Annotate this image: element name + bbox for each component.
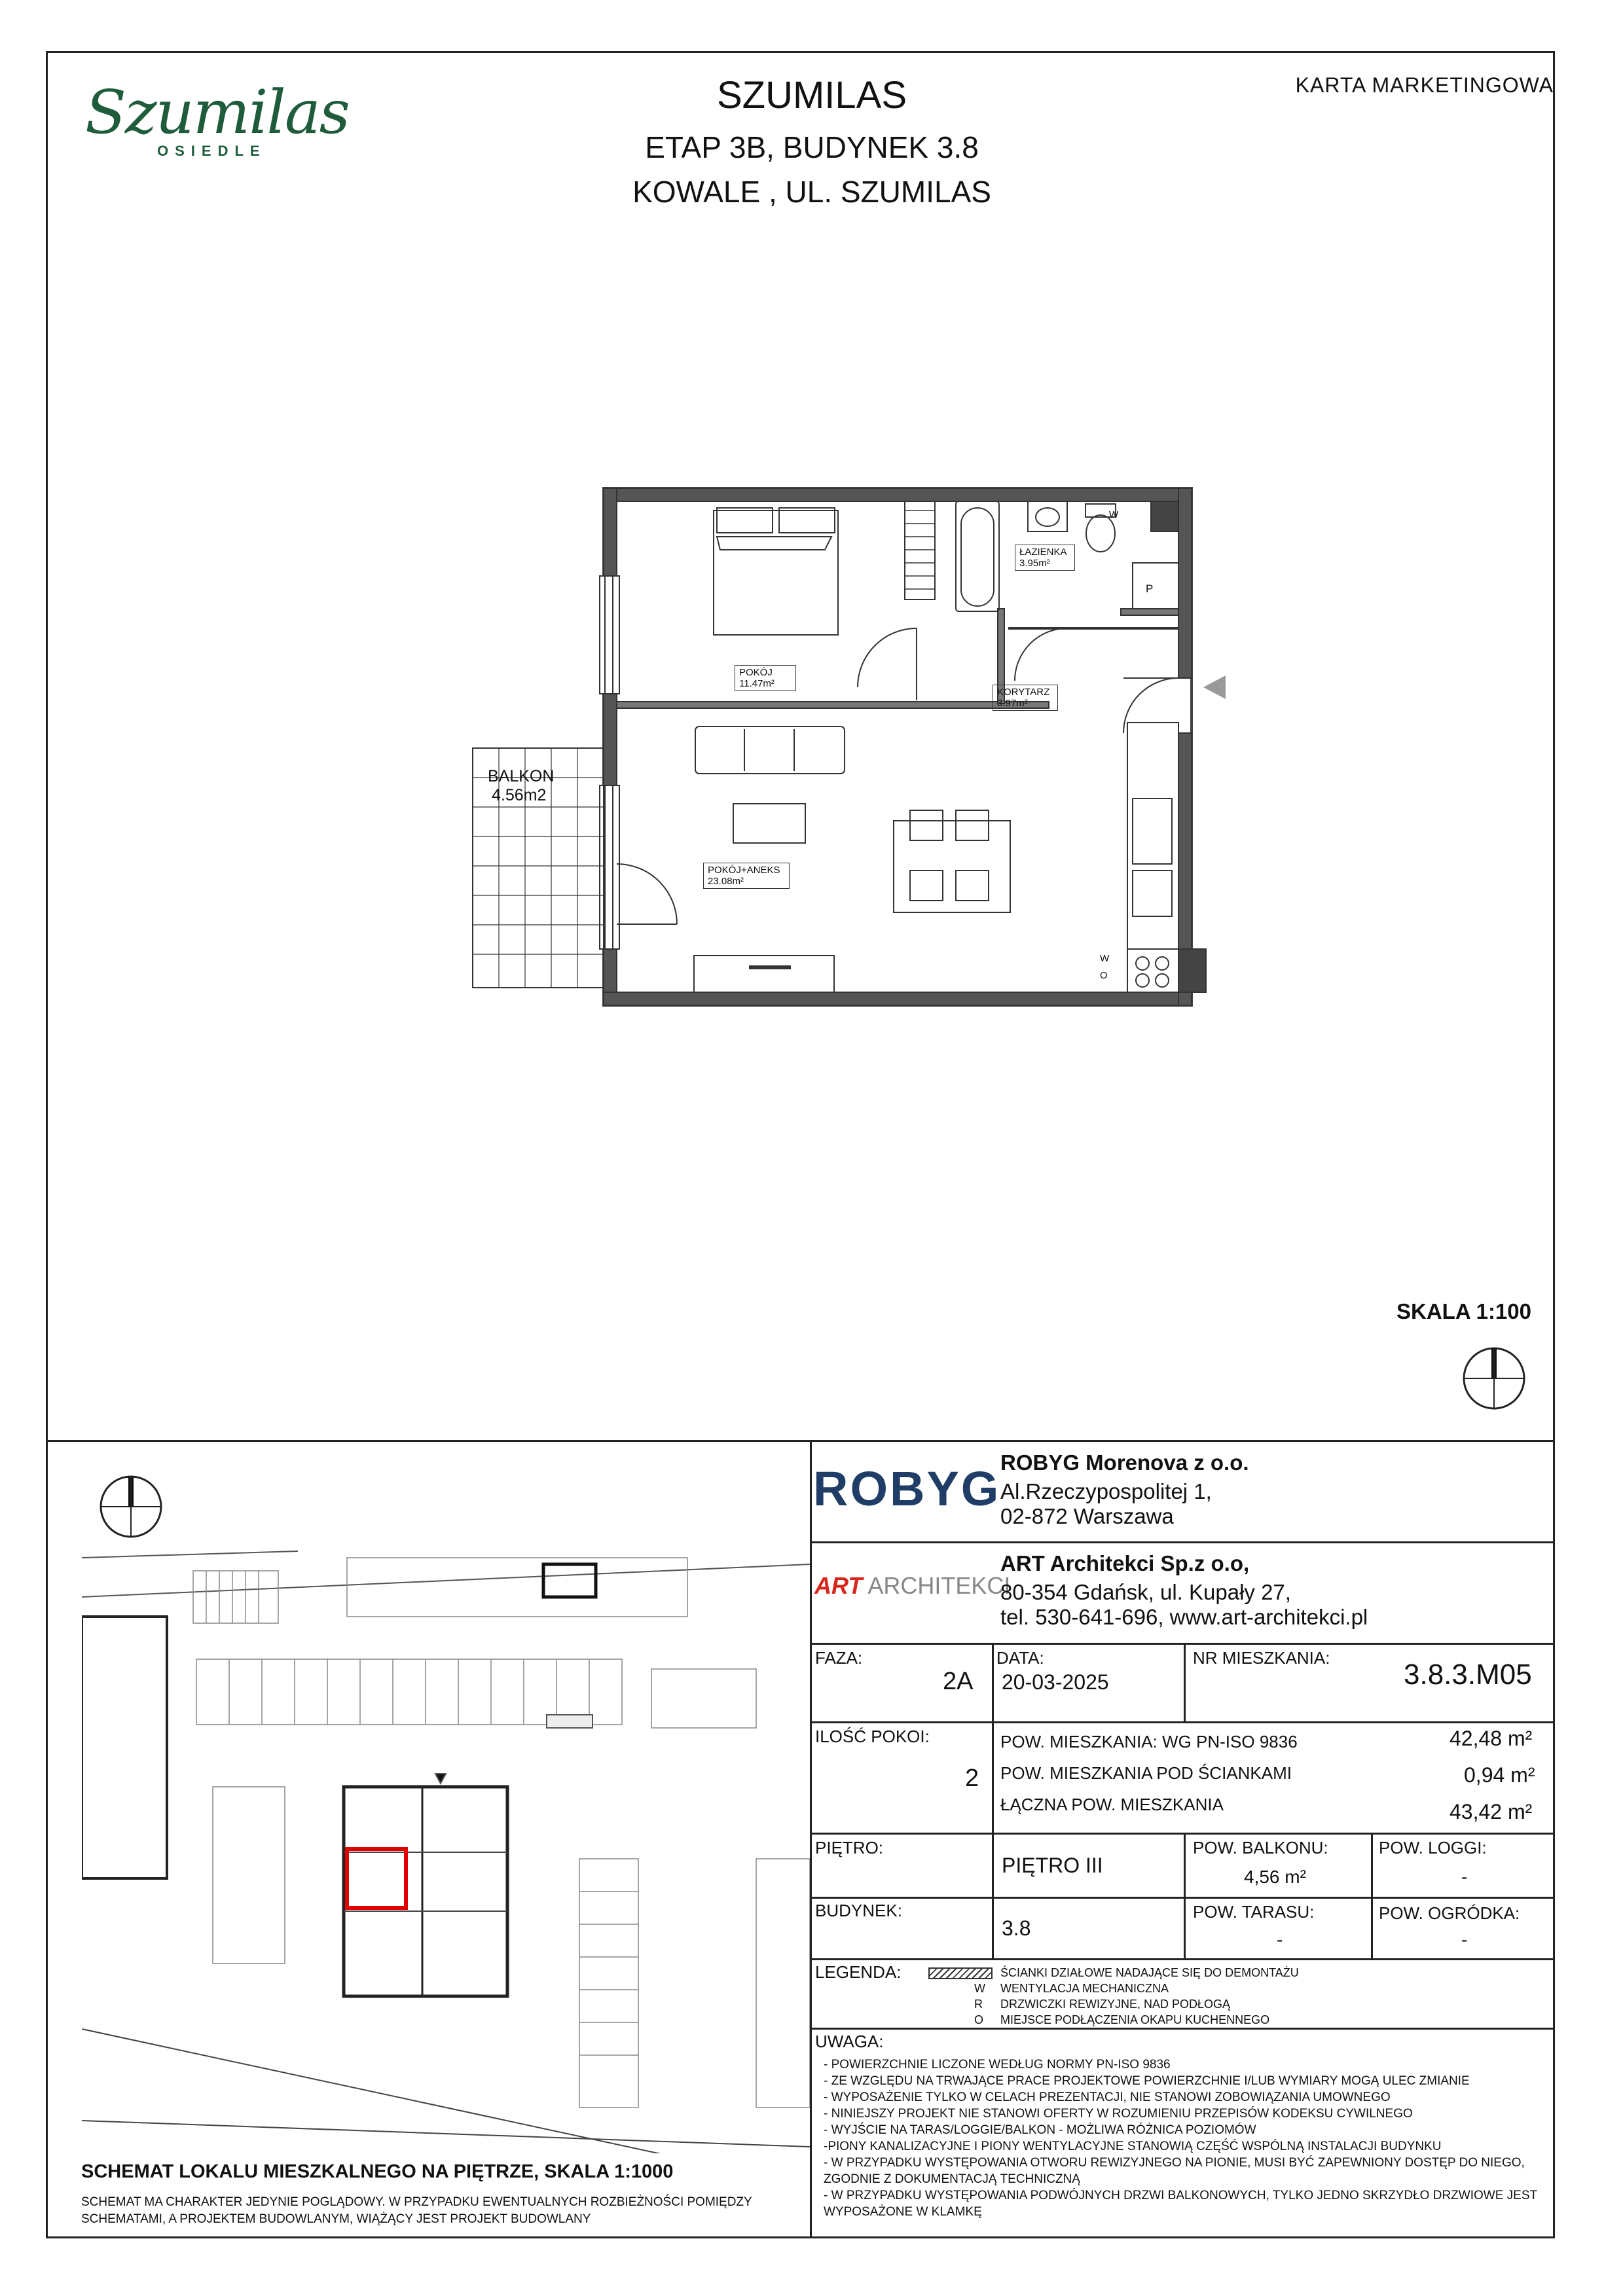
- ilosc-pokoi-value: 2: [965, 1765, 979, 1792]
- grid-line: [810, 1897, 1555, 1899]
- floor-plan: [458, 471, 1244, 1034]
- pow-tarasu-label: POW. TARASU:: [1193, 1902, 1315, 1922]
- pow-ogrodka-value: -: [1461, 1929, 1468, 1950]
- data-value: 20-03-2025: [1002, 1670, 1109, 1694]
- legend-label: LEGENDA:: [815, 1962, 902, 1982]
- investor-address-line1: Al.Rzeczypospolitej 1,: [1000, 1479, 1212, 1503]
- vent-mark-w-bath: W: [1109, 509, 1119, 520]
- investor-address-line2: 02-872 Warszawa: [1000, 1504, 1174, 1528]
- art-architekci-logo: [814, 1572, 1010, 1600]
- legend-symbol-r: R: [974, 1998, 983, 2011]
- site-plan: [82, 1545, 810, 2153]
- architect-contact: tel. 530-641-696, www.art-architekci.pl: [1000, 1605, 1368, 1629]
- investor-name: ROBYG Morenova z o.o.: [1000, 1450, 1249, 1475]
- nr-mieszkania-value: 3.8.3.M05: [1404, 1659, 1532, 1691]
- szumilas-logo: [85, 77, 349, 188]
- ilosc-pokoi-label: ILOŚĆ POKOI:: [815, 1727, 930, 1746]
- page-title: SZUMILAS: [716, 74, 907, 117]
- nr-mieszkania-label: NR MIESZKANIA:: [1193, 1648, 1330, 1668]
- logo-subtitle: OSIEDLE: [157, 143, 266, 159]
- data-label: DATA:: [996, 1648, 1044, 1668]
- grid-line: [1371, 1833, 1373, 1958]
- grid-line: [810, 1833, 1555, 1835]
- vent-mark-w-kitchen: W: [1100, 953, 1110, 964]
- note-item: - ZE WZGLĘDU NA TRWAJĄCE PRACE PROJEKTOWE POWIERZCHNIE I/LUB WYMIARY MOGĄ ULEC ZMIANIE: [824, 2074, 1470, 2088]
- grid-line: [810, 1643, 1555, 1645]
- laczna-pow-label: ŁĄCZNA POW. MIESZKANIA: [1000, 1795, 1224, 1814]
- pietro-label: PIĘTRO:: [815, 1838, 884, 1857]
- note-item: - POWIERZCHNIE LICZONE WEDŁUG NORMY PN-ISO 9836: [824, 2058, 1171, 2072]
- legend-item-drzwiczki: DRZWICZKI REWIZYJNE, NAD PODŁOGĄ: [1000, 1998, 1231, 2011]
- legend-hatch-icon: [928, 1967, 993, 1979]
- note-item: - NINIEJSZY PROJEKT NIE STANOWI OFERTY W ROZUMIENIU PRZEPISÓW KODEKSU CYWILNEGO: [824, 2107, 1413, 2121]
- architect-address: 80-354 Gdańsk, ul. Kupały 27,: [1000, 1580, 1291, 1604]
- page-subtitle-stage: ETAP 3B, BUDYNEK 3.8: [645, 130, 979, 164]
- pow-loggi-value: -: [1461, 1867, 1468, 1887]
- pow-balkonu-value: 4,56 m²: [1244, 1867, 1306, 1887]
- bottom-section-divider: [46, 1440, 1555, 1442]
- legend-item-demontaz: ŚCIANKI DZIAŁOWE NADAJĄCE SIĘ DO DEMONTAŻU: [1000, 1966, 1299, 1979]
- room-label-balkon: BALKON 4.56m2: [488, 767, 555, 804]
- pow-pod-sciankami-label: POW. MIESZKANIA POD ŚCIANKAMI: [1000, 1763, 1292, 1783]
- grid-line: [1184, 1643, 1186, 1721]
- faza-value: 2A: [943, 1668, 974, 1695]
- grid-line: [810, 1958, 1555, 1960]
- legend-item-okap: MIEJSCE PODŁĄCZENIA OKAPU KUCHENNEGO: [1000, 2013, 1270, 2026]
- card-type-label: KARTA MARKETINGOWA: [1295, 73, 1554, 97]
- grid-line: [1184, 1833, 1186, 1958]
- page-subtitle-address: KOWALE , UL. SZUMILAS: [632, 175, 991, 209]
- pipe-mark-p: P: [1146, 583, 1154, 595]
- room-label-lazienka: ŁAZIENKA 3.95m²: [1015, 545, 1075, 571]
- room-label-pokoj: POKÓJ 11.47m²: [735, 665, 796, 691]
- hood-mark-o: O: [1100, 970, 1108, 981]
- note-item: - WYJŚCIE NA TARAS/LOGGIE/BALKON - MOŻLIWA RÓŻNICA POZIOMÓW: [824, 2123, 1256, 2137]
- notes-label: UWAGA:: [815, 2032, 884, 2051]
- laczna-pow-value: 43,42 m²: [1450, 1800, 1533, 1823]
- note-item: -PIONY KANALIZACYJNE I PIONY WENTYLACYJNE STANOWIĄ CZĘŚĆ WSPÓLNĄ INSTALACJI BUDYNKU: [824, 2140, 1442, 2153]
- room-label-korytarz: KORYTARZ 3.97m²: [993, 685, 1058, 711]
- architect-name: ART Architekci Sp.z o.o,: [1000, 1551, 1250, 1575]
- pietro-value: PIĘTRO III: [1002, 1854, 1103, 1877]
- budynek-value: 3.8: [1002, 1916, 1031, 1940]
- grid-line: [810, 1721, 1555, 1723]
- room-label-pokoj-aneks: POKÓJ+ANEKS 23.08m²: [703, 863, 790, 889]
- grid-line: [992, 1643, 994, 1721]
- grid-line: [992, 1721, 994, 1833]
- logo-script: Szumilas: [85, 77, 349, 147]
- faza-label: FAZA:: [815, 1648, 863, 1668]
- legend-item-wentylacja: WENTYLACJA MECHANICZNA: [1000, 1982, 1169, 1995]
- robyg-logo: ROBYG: [813, 1462, 1001, 1516]
- legend-symbol-o: O: [974, 2013, 984, 2026]
- scale-label: SKALA 1:100: [1396, 1299, 1531, 1323]
- art-logo-mark: ART: [814, 1572, 863, 1599]
- company-divider: [810, 1541, 1555, 1543]
- notes-list: [824, 2056, 1544, 2220]
- pow-tarasu-value: -: [1277, 1929, 1283, 1950]
- note-item: - W PRZYPADKU WYSTĘPOWANIA OTWORU REWIZYJNEGO NA PIONIE, MUSI BYĆ ZAPEWNIONY DOSTĘP DO NIEGO, ZGODNIE Z DOKUMENTACJĄ TECHNICZNĄ: [824, 2156, 1525, 2186]
- schema-note-line2: SCHEMATAMI, A PROJEKTEM BUDOWLANYM, WIĄŻĄCY JEST PROJEKT BUDOWLANY: [81, 2212, 591, 2226]
- pow-ogrodka-label: POW. OGRÓDKA:: [1379, 1903, 1520, 1923]
- art-logo-word: ARCHITEKCI: [867, 1572, 1011, 1599]
- north-arrow-site-icon: [98, 1474, 164, 1539]
- note-item: - W PRZYPADKU WYSTĘPOWANIA PODWÓJNYCH DRZWI BALKONOWYCH, TYLKO JEDNO SKRZYDŁO DRZWIOWE JEST WYPOSAŻONE W KLAMKĘ: [824, 2189, 1537, 2219]
- pow-mieszkania-value: 42,48 m²: [1450, 1727, 1533, 1750]
- note-item: - WYPOSAŻENIE TYLKO W CELACH PREZENTACJI, NIE STANOWI ZOBOWIĄZANIA UMOWNEGO: [824, 2090, 1391, 2104]
- pow-mieszkania-label: POW. MIESZKANIA: WG PN-ISO 9836: [1000, 1732, 1298, 1751]
- north-arrow-icon: [1461, 1346, 1527, 1411]
- budynek-label: BUDYNEK:: [815, 1901, 902, 1920]
- pow-balkonu-label: POW. BALKONU:: [1193, 1838, 1328, 1857]
- schema-note-line1: SCHEMAT MA CHARAKTER JEDYNIE POGLĄDOWY. W PRZYPADKU EWENTUALNYCH ROZBIEŻNOŚCI POMIĘDZY: [81, 2195, 752, 2209]
- legend-symbol-w: W: [974, 1982, 985, 1995]
- info-table-divider: [810, 1440, 812, 2238]
- pow-loggi-label: POW. LOGGI:: [1379, 1838, 1487, 1857]
- grid-line: [992, 1833, 994, 1958]
- pow-pod-sciankami-value: 0,94 m²: [1464, 1763, 1535, 1787]
- grid-line: [810, 2028, 1555, 2030]
- schema-title: SCHEMAT LOKALU MIESZKALNEGO NA PIĘTRZE, SKALA 1:1000: [81, 2161, 674, 2182]
